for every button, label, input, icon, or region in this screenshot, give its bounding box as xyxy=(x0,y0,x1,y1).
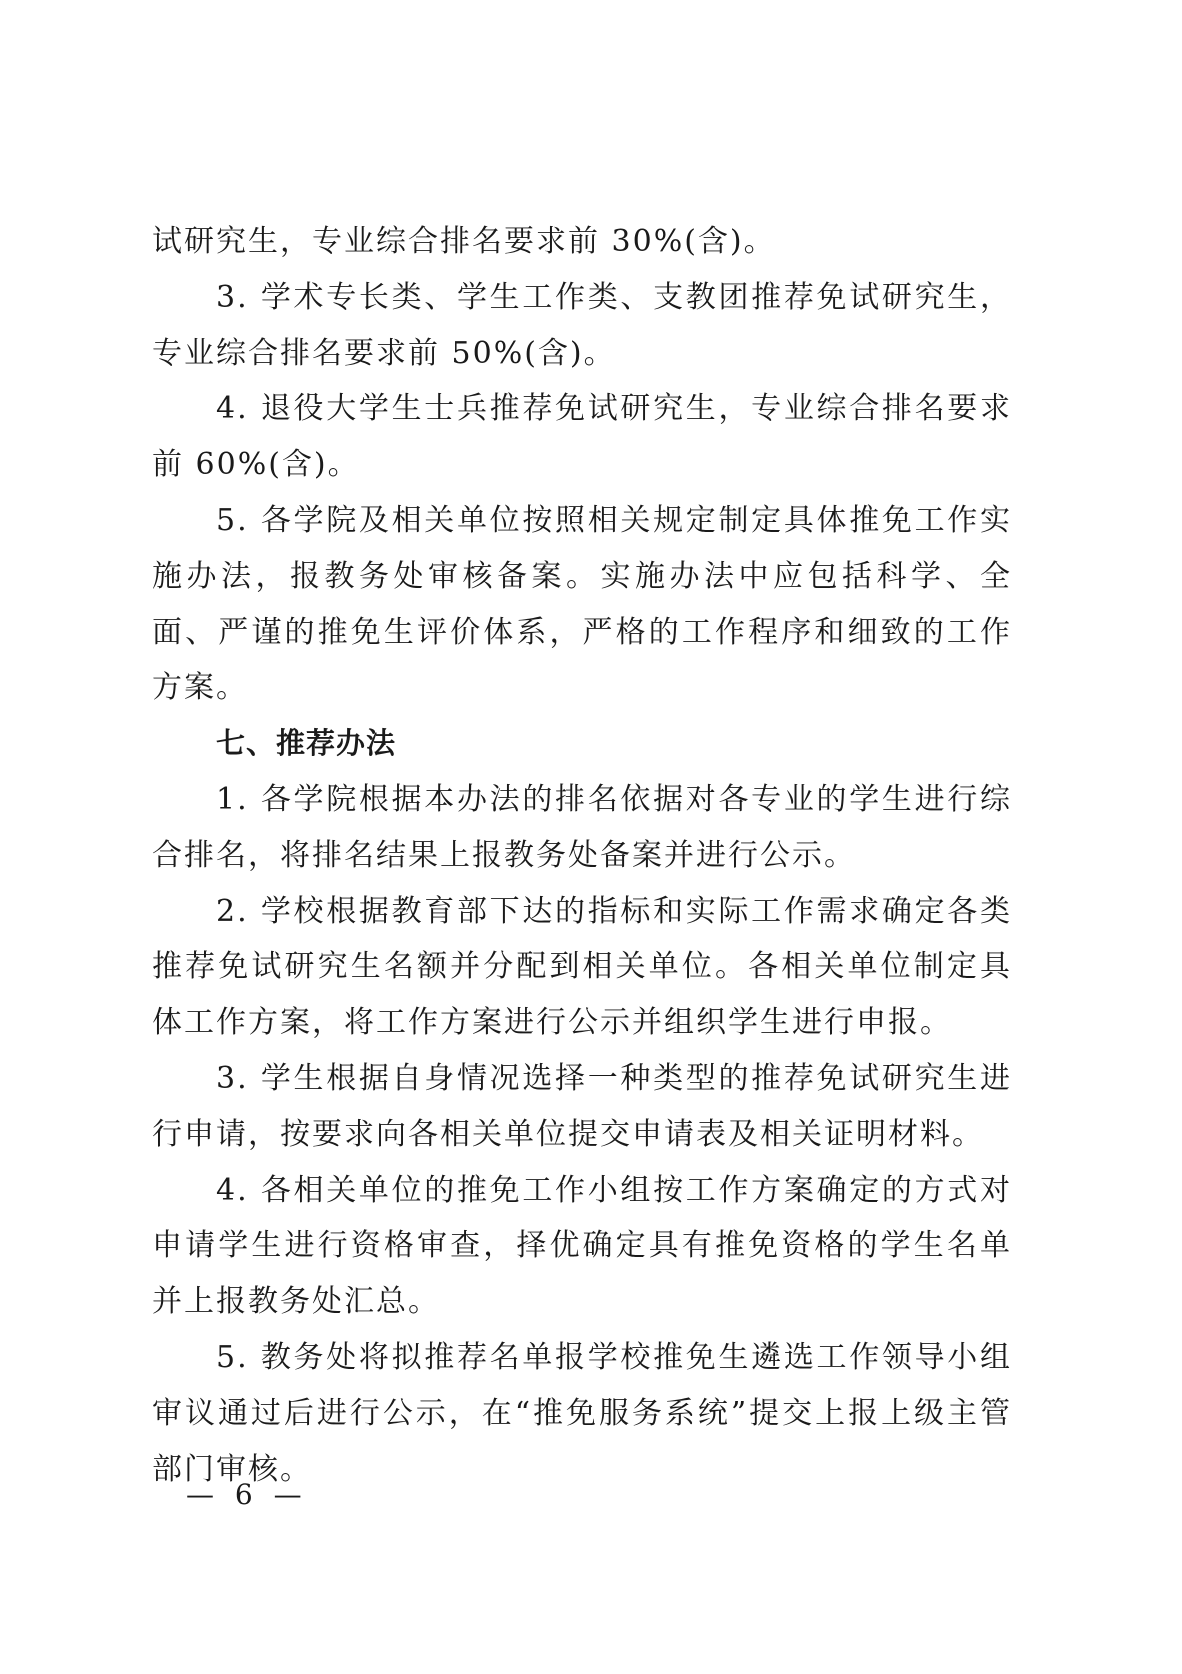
document-body xyxy=(152,214,1012,1497)
recommend-item-1: 1. 各学院根据本办法的排名依据对各专业的学生进行综合排名，将排名结果上报教务处备案并进行公示。 xyxy=(152,781,1012,873)
page-number: — 6 — xyxy=(186,1478,308,1511)
recommend-item-5: 5. 教务处将拟推荐名单报学校推免生遴选工作领导小组审议通过后进行公示，在“推免服务系统”提交上报上级主管部门审核。 xyxy=(152,1339,1012,1487)
paragraph-item-4: 4. 退役大学生士兵推荐免试研究生，专业综合排名要求前 60%(含)。 xyxy=(152,391,1012,483)
paragraph-item-3: 3. 学术专长类、学生工作类、支教团推荐免试研究生，专业综合排名要求前 50%(含)。 xyxy=(152,279,1012,371)
paragraph-continuation: 试研究生，专业综合排名要求前 30%(含)。 xyxy=(152,224,776,259)
recommend-item-4: 4. 各相关单位的推免工作小组按工作方案确定的方式对申请学生进行资格审查，择优确定具有推免资格的学生名单并上报教务处汇总。 xyxy=(152,1172,1012,1320)
recommend-item-3: 3. 学生根据自身情况选择一种类型的推荐免试研究生进行申请，按要求向各相关单位提交申请表及相关证明材料。 xyxy=(152,1060,1012,1152)
section-heading: 七、推荐办法 xyxy=(216,726,397,761)
paragraph-item-5: 5. 各学院及相关单位按照相关规定制定具体推免工作实施办法，报教务处审核备案。实施办法中应包括科学、全面、严谨的推免生评价体系，严格的工作程序和细致的工作方案。 xyxy=(152,502,1012,706)
recommend-item-2: 2. 学校根据教育部下达的指标和实际工作需求确定各类推荐免试研究生名额并分配到相关单位。各相关单位制定具体工作方案，将工作方案进行公示并组织学生进行申报。 xyxy=(152,893,1012,1041)
